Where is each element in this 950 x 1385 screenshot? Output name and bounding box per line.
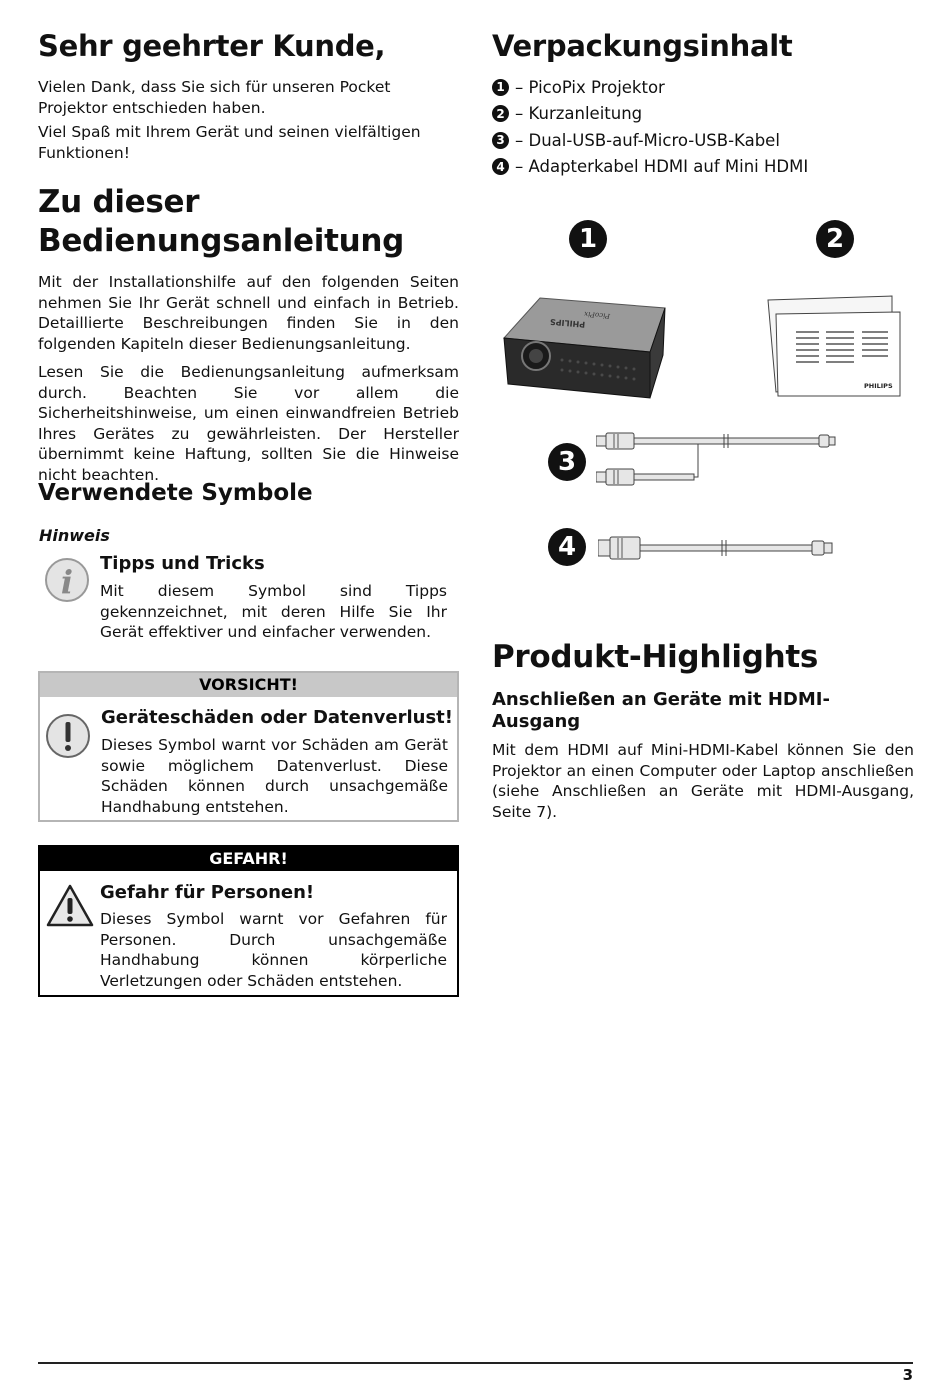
projector-model-text: PicoPix [583, 309, 611, 320]
projector-brand-text: PHILIPS [549, 316, 586, 329]
list-item [492, 154, 808, 181]
list-item-text: – Adapterkabel HDMI auf Mini HDMI [515, 157, 809, 177]
number-badge: 4 [492, 158, 509, 175]
hinweis-label: Hinweis [39, 526, 110, 545]
vorsicht-header: VORSICHT! [40, 673, 457, 697]
intro-paragraph: Vielen Dank, dass Sie sich für unseren Pocket Projektor entschieden haben. [38, 78, 391, 117]
figure-number-3: 3 [548, 443, 586, 481]
list-item-text: – Dual-USB-auf-Micro-USB-Kabel [515, 130, 780, 150]
read-manual-paragraph: Lesen Sie die Bedienungsanleitung aufmerksam durch. Beachten Sie vor allem die Sicherheitshinweise, um einen einwandfreien Betrieb Ihres Gerätes zu gewährleisten. Der Hersteller übernimmt keine Haftung, sollten Sie die Hinweise nicht beachten. [38, 363, 459, 484]
svg-text:i: i [60, 563, 74, 601]
page-number: 3 [902, 1366, 913, 1384]
highlights-title: Produkt-Highlights [492, 639, 819, 675]
number-badge: 1 [492, 79, 509, 96]
footer-divider [38, 1362, 913, 1364]
greeting-title: Sehr geehrter Kunde, [38, 29, 386, 63]
hinweis-title: Tipps und Tricks [100, 553, 265, 574]
info-icon [44, 556, 90, 608]
list-item [492, 127, 808, 154]
hdmi-cable-illustration [598, 534, 834, 564]
symbols-title: Verwendete Symbole [38, 480, 313, 506]
manual-illustration [764, 292, 904, 402]
manual-title-line2: Bedienungsanleitung [38, 223, 405, 259]
list-item [492, 74, 808, 101]
vorsicht-box [38, 671, 459, 822]
gefahr-header: GEFAHR! [40, 847, 457, 871]
warning-triangle-icon [45, 883, 95, 933]
vorsicht-text: Dieses Symbol warnt vor Schäden am Gerät sowie möglichem Datenverlust. Diese Schäden können durch unsachgemäße Handhabung entstehen. [101, 736, 448, 816]
manual-title-line1: Zu dieser [38, 184, 200, 220]
usb-cable-illustration [596, 428, 836, 494]
package-contents-list [492, 74, 808, 180]
exclamation-icon [45, 713, 91, 763]
figure-number-1: 1 [569, 220, 607, 258]
hdmi-subtitle: Anschließen an Geräte mit HDMI-Ausgang [492, 689, 830, 732]
gefahr-box [38, 845, 459, 997]
number-badge: 3 [492, 132, 509, 149]
gefahr-title: Gefahr für Personen! [100, 882, 315, 903]
gefahr-text: Dieses Symbol warnt vor Gefahren für Personen. Durch unsachgemäße Handhabung können körperliche Verletzungen oder Schäden entstehen. [100, 910, 447, 990]
manual-brand-text: PHILIPS [864, 382, 893, 390]
number-badge: 2 [492, 105, 509, 122]
installation-paragraph: Mit der Installationshilfe auf den folgenden Seiten nehmen Sie Ihr Gerät schnell und einfach in Betrieb. Detaillierte Beschreibungen finden Sie in den folgenden Kapiteln dieser Bedienungsanleitung. [38, 273, 459, 353]
projector-illustration [500, 290, 670, 410]
vorsicht-title: Geräteschäden oder Datenverlust! [101, 707, 453, 728]
hdmi-paragraph: Mit dem HDMI auf Mini-HDMI-Kabel können Sie den Projektor an einen Computer oder Laptop anschließen (siehe Anschließen an Geräte mit HDMI-Ausgang, Seite 7). [492, 741, 914, 821]
package-contents-title: Verpackungsinhalt [492, 29, 793, 63]
list-item-text: – PicoPix Projektor [515, 77, 665, 97]
enjoy-paragraph: Viel Spaß mit Ihrem Gerät und seinen vielfältigen Funktionen! [38, 123, 421, 162]
list-item [492, 101, 808, 128]
figure-number-2: 2 [816, 220, 854, 258]
hinweis-text: Mit diesem Symbol sind Tipps gekennzeichnet, mit deren Hilfe Sie Ihr Gerät effektiver und einfacher verwenden. [100, 582, 447, 641]
list-item-text: – Kurzanleitung [515, 104, 643, 124]
figure-number-4: 4 [548, 528, 586, 566]
